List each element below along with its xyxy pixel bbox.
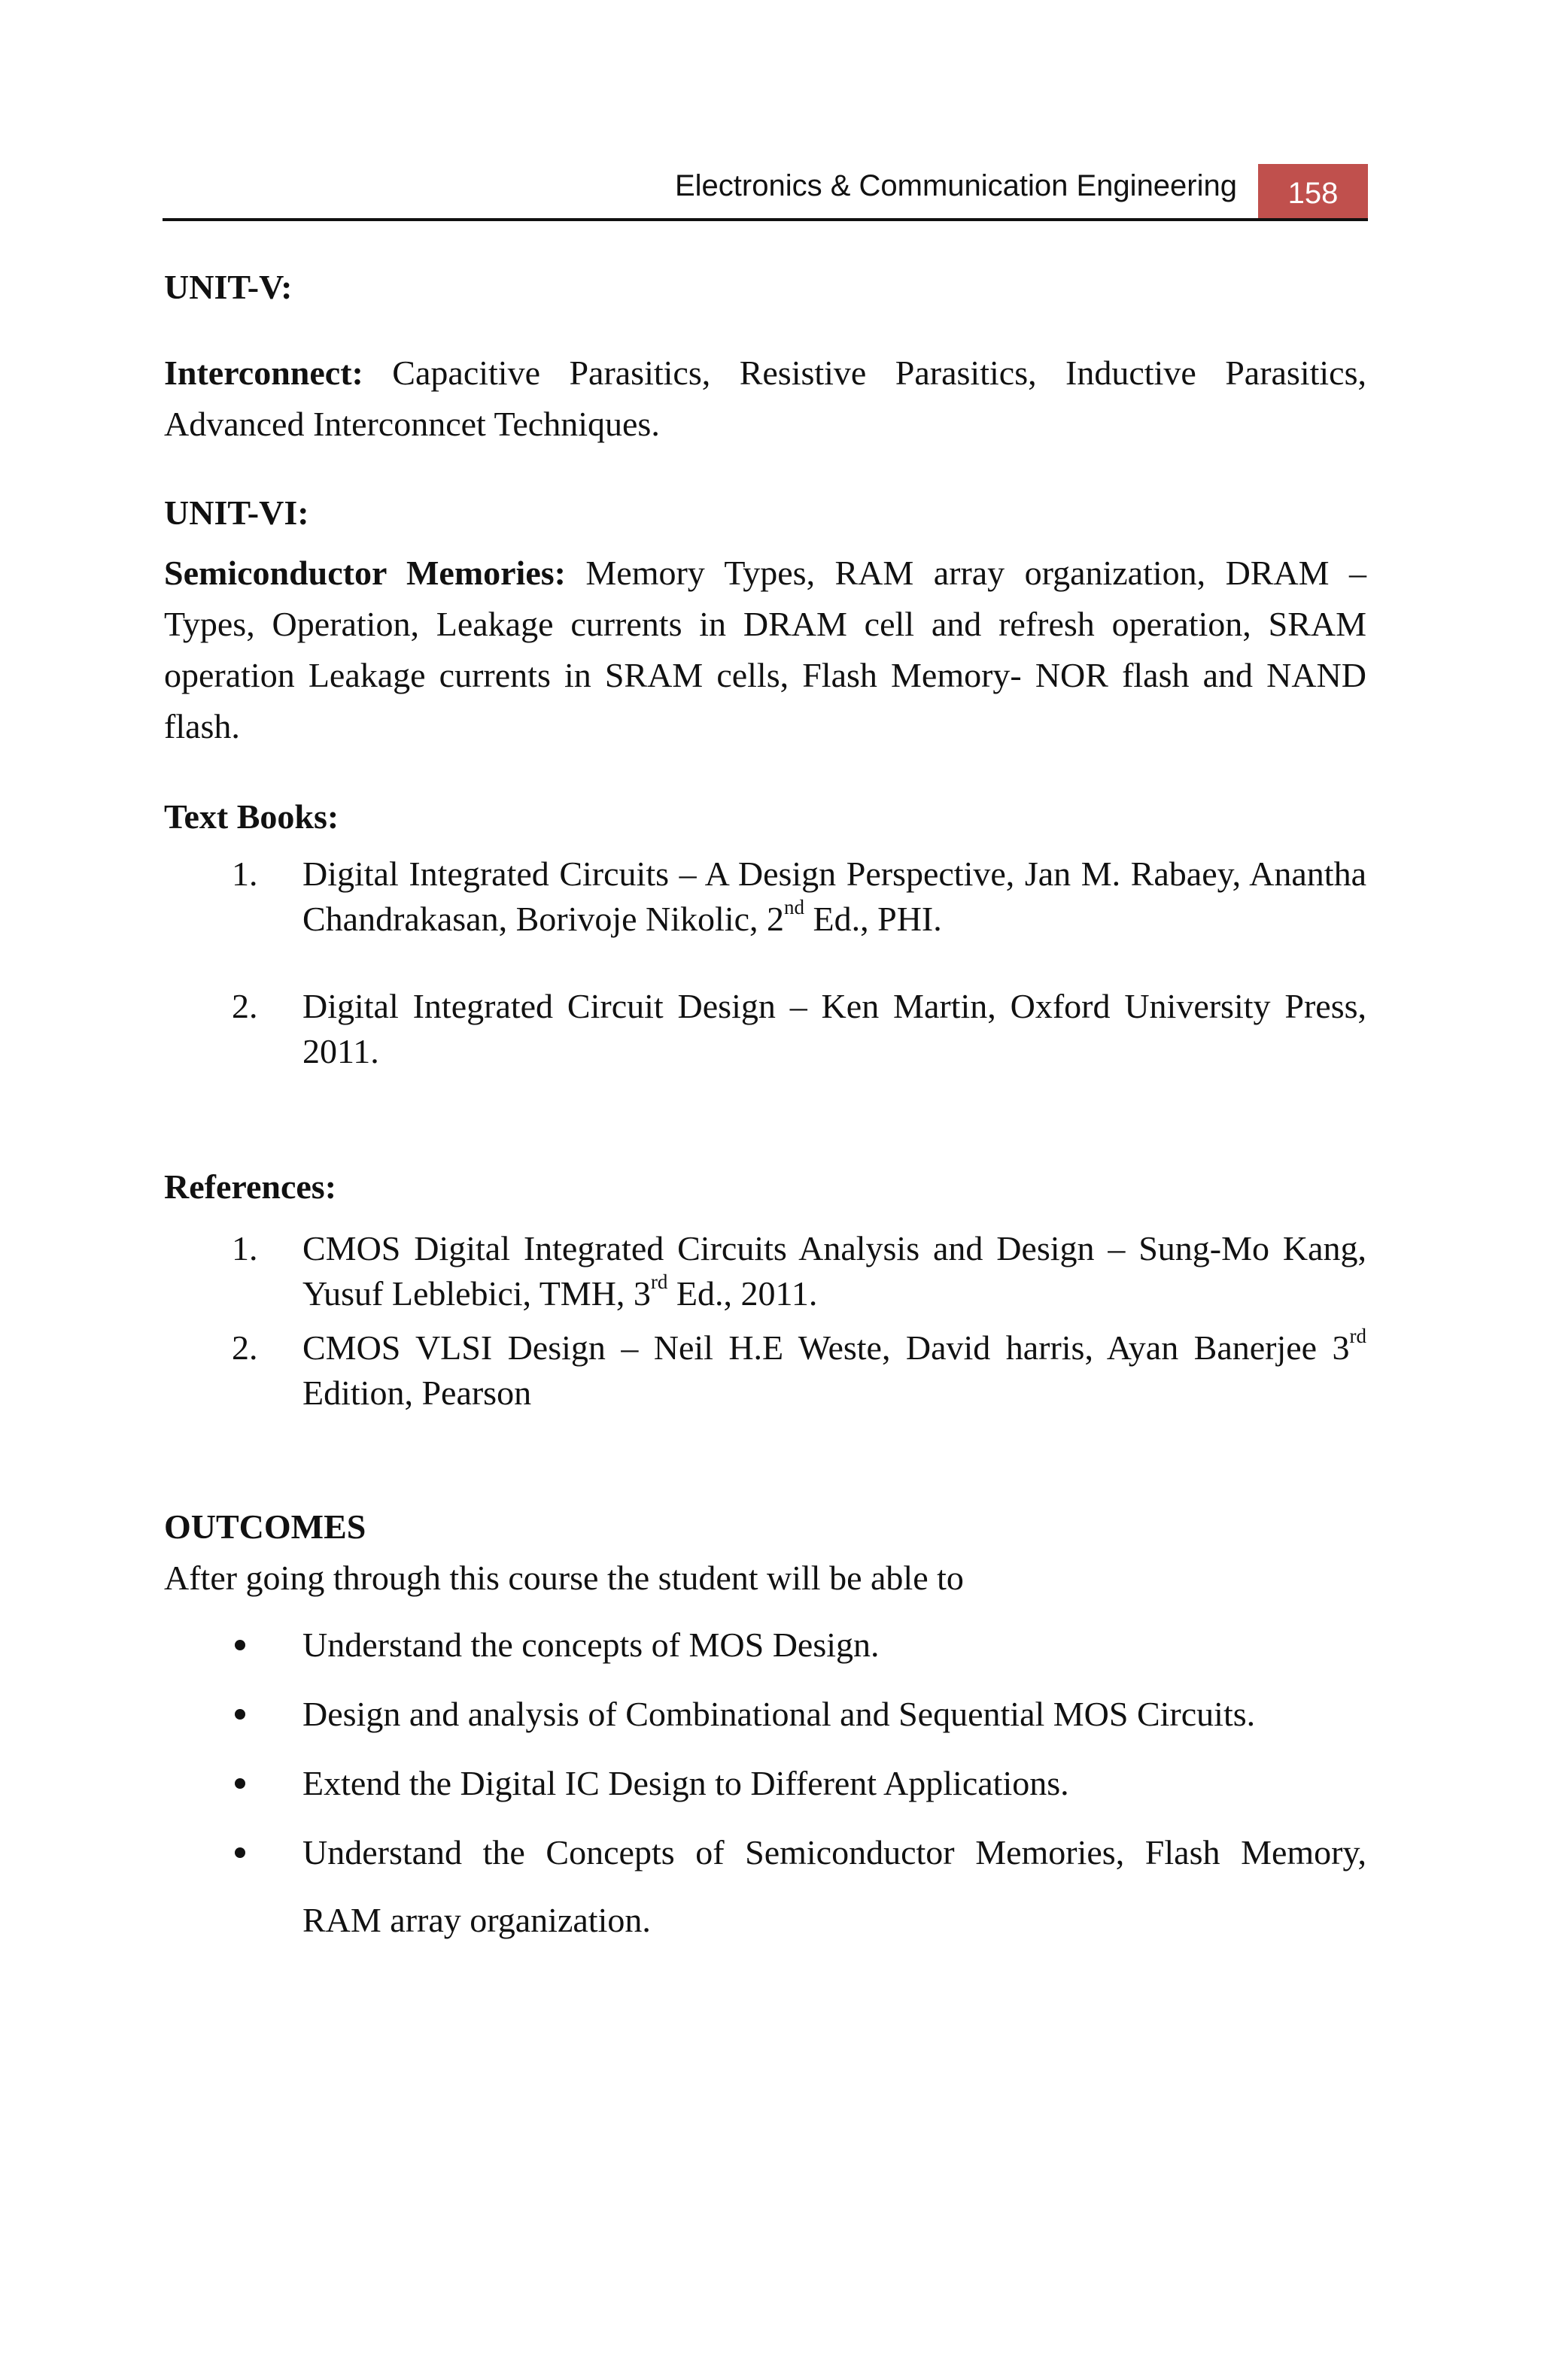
unit5-text: Capacitive Parasitics, Resistive Parasitics, Inductive Parasitics, Advanced Interconncet Techniques. (164, 354, 1366, 443)
reference-2-text-a: CMOS VLSI Design – Neil H.E Weste, David harris, Ayan Banerjee 3 (302, 1328, 1350, 1367)
textbook-2-text: Digital Integrated Circuit Design – Ken Martin, Oxford University Press, 2011. (302, 987, 1366, 1070)
textbook-1-number: 1. (232, 855, 258, 893)
unit6-heading: UNIT-VI: (164, 493, 309, 532)
references-heading: References: (164, 1167, 337, 1206)
reference-2-number: 2. (232, 1328, 258, 1367)
unit5-heading: UNIT-V: (164, 268, 293, 306)
reference-1-text-b: Ed., 2011. (667, 1274, 818, 1313)
unit6-paragraph (164, 548, 1366, 752)
unit5-label: Interconnect: (164, 354, 363, 392)
textbook-1-text-a: Digital Integrated Circuits – A Design Perspective, Jan M. Rabaey, Anantha Chandrakasan, Borivoje Nikolic, 2 (302, 855, 1366, 938)
bullet-icon (235, 1847, 245, 1858)
reference-2-text (302, 1325, 1366, 1416)
unit5-paragraph (164, 348, 1366, 450)
running-header-title: Electronics & Communication Engineering (674, 169, 1237, 202)
textbook-1-text (302, 852, 1366, 942)
page-number-badge: 158 (1258, 164, 1368, 218)
textbooks-heading: Text Books: (164, 797, 339, 836)
bullet-icon (235, 1709, 245, 1720)
reference-2-sup: rd (1349, 1324, 1366, 1347)
bullet-icon (235, 1778, 245, 1789)
unit6-text: Memory Types, RAM array organization, DRAM – Types, Operation, Leakage currents in DRAM cell and refresh operation, SRAM operation Leakage currents in SRAM cells, Flash Memory- NOR flash and NAND flash. (164, 554, 1366, 745)
reference-1-number: 1. (232, 1229, 258, 1267)
reference-2-text-b: Edition, Pearson (302, 1374, 532, 1412)
reference-1-sup: rd (650, 1270, 668, 1293)
outcomes-heading: OUTCOMES (164, 1507, 366, 1546)
reference-1-text (302, 1226, 1366, 1316)
textbook-1-sup: nd (784, 895, 805, 918)
outcome-item-4: Understand the Concepts of Semiconductor Memories, Flash Memory, RAM array organization. (302, 1833, 1366, 1939)
textbook-1-text-b: Ed., PHI. (804, 900, 942, 938)
outcome-item-3: Extend the Digital IC Design to Different Applications. (302, 1764, 1069, 1802)
bullet-icon (235, 1640, 245, 1650)
header-divider (163, 218, 1368, 221)
reference-1-text-a: CMOS Digital Integrated Circuits Analysis and Design – Sung-Mo Kang, Yusuf Leblebici, TMH, 3 (302, 1229, 1366, 1313)
outcomes-intro: After going through this course the student will be able to (164, 1559, 964, 1597)
textbook-2-number: 2. (232, 987, 258, 1025)
outcome-item-1: Understand the concepts of MOS Design. (302, 1626, 880, 1664)
outcome-item-2: Design and analysis of Combinational and Sequential MOS Circuits. (302, 1695, 1256, 1733)
unit6-label: Semiconductor Memories: (164, 554, 566, 592)
